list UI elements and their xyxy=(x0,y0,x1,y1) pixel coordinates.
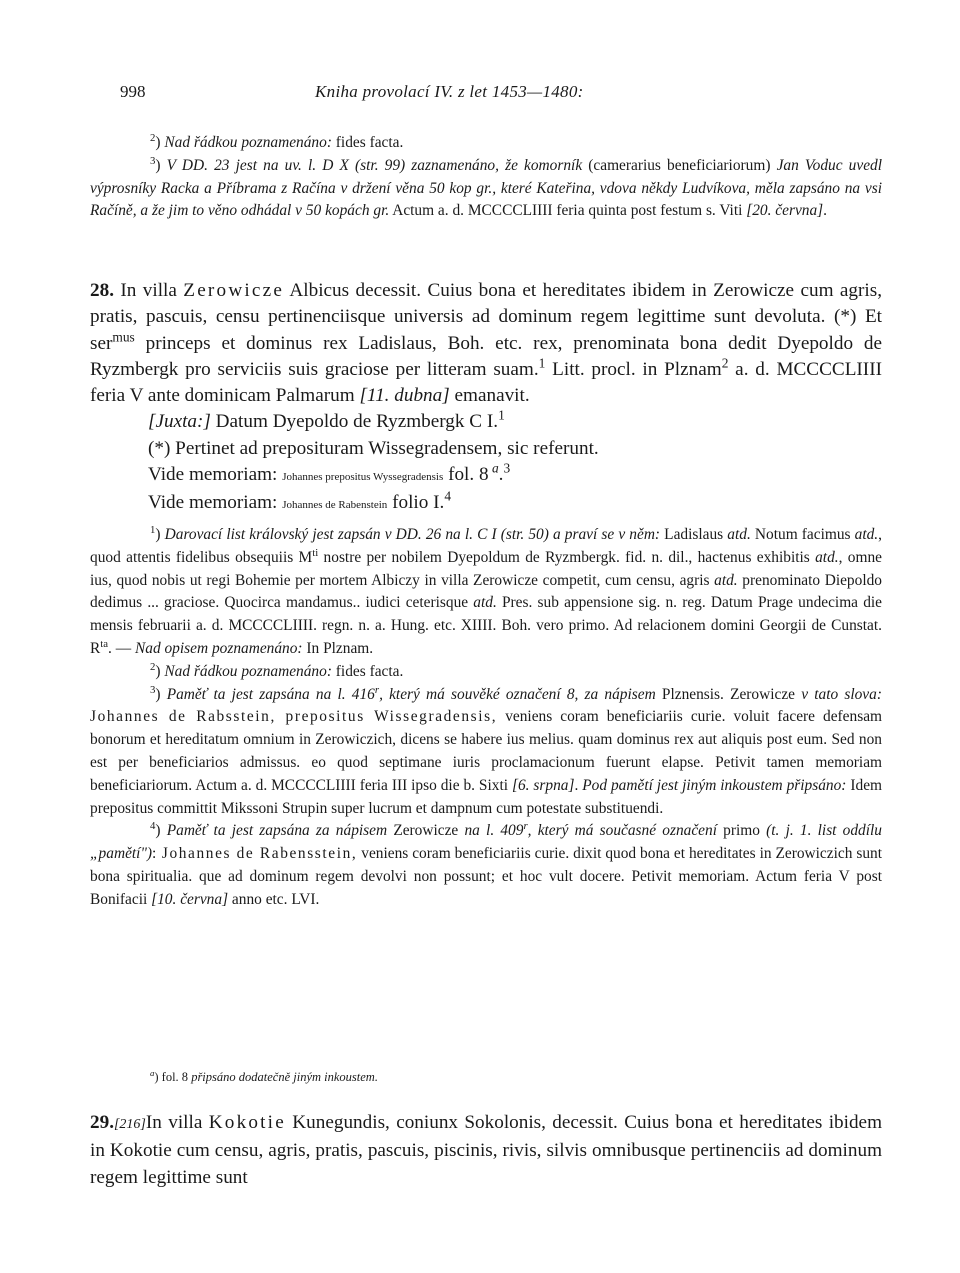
page-number: 998 xyxy=(120,82,146,101)
entry-28-juxta: [Juxta:] Datum Dyepoldo de Ryzmbergk C I.$^1$ xyxy=(148,408,505,433)
entry-29 xyxy=(90,1110,882,1191)
entry-28-pertinet: (*) Pertinet ad preposituram Wissegradensem, sic referunt. xyxy=(148,437,599,459)
entry-29-text: 29.[216]In villa Kokotie Kunegundis, coniunx Sokolonis, decessit. Cuius bona et hereditates ibidem in Kokotie cum censu, agris, pratis, pascuis, piscinis, rivis, silvis omnibusque pertinenciis ad dominum regem legittime sunt xyxy=(90,1112,882,1188)
footnote-3-top: $^3$) V DD. 23 jest na uv. l. D X (str. 99) zaznamenáno, že komorník (camerarius beneficiariorum) Jan Voduc uvedl výprosníky Racka a Příbrama z Račína v držení věna 50 kop gr., které Kateřina, vdova někdy Ludvíkova, měla zapsáno na vsi Račíně, a že jim to věno odhádal v 50 kopách gr. Actum a. d. MCCCCLIIII feria quinta post festum s. Viti [20. června]. xyxy=(90,154,882,220)
footnote-1: $^1$) Darovací list královský jest zapsán v DD. 26 na l. C I (str. 50) a praví se v něm: Ladislaus atd. Notum facimus atd., quod attentis fidelibus obsequiis $M^{ti}$ nostre per nobilem Dyepoldum de Ryzmbergk. fid. n. dil., hactenus exhibitis atd., omne ius, quod nobis ut regi Bohemie per mortem Albiczy in villa Zerowicze competit, cum censu, agris atd. prenominato Diepoldo dedimus ... graciose. Quocirca mandamus.. iudici ceterisque atd. Pres. sub appensione sig. n. reg. Datum Prage undecima die mensis februarii a. d. MCCCCLIIII. regn. n. a. Hung. etc. XIIII. Boh. vero primo. Ad relacionem domini Georgii de Cunstat. $R^{ta}$. — Nad opisem poznamenáno: In Plznam. xyxy=(90,523,882,657)
footnote-a: $^a$) fol. 8 připsáno dodatečně jiným inkoustem. xyxy=(150,1067,378,1084)
running-title: Kniha provolací IV. z let 1453—1480: xyxy=(315,82,584,101)
entry-number: 28. xyxy=(90,280,114,301)
footnote-2-top: $^2$) Nad řádkou poznamenáno: fides facta. xyxy=(150,131,404,151)
footnote-2: $^2$) Nad řádkou poznamenáno: fides facta. xyxy=(150,660,404,680)
entry-28-text: 28. In villa Zerowicze Albicus decessit. Cuius bona et hereditates ibidem in Zerowicze cum agris, pratis, pascuis, censu pertinenciisque universis ad dominum regem legittime sunt devoluta. (*) Et ser$^{mus}$ princeps et dominus rex Ladislaus, Boh. etc. rex, prenominata bona dedit Dyepoldo de Ryzmbergk pro serviciis suis graciose per litteram suam.$^1$ Litt. procl. in Plznam$^2$ a. d. MCCCCLIIII feria V ante dominicam Palmarum [11. dubna] emanavit. xyxy=(90,280,883,407)
footnote-3: $^3$) Paměť ta jest zapsána na l. 416$^r$, který má souvěké označení 8, za nápisem Plznensis. Zerowicze v tato slova: Johannes de Rabsstein, prepositus Wissegradensis, veniens coram beneficiariis curie. voluit facere defensam bonorum et hereditatum omnium in Zerowiczich, dicens se habere ius melius. quam dominus rex aut aliquis post eum. Sed non est per beneficiarios admissus. eo quod septimane iuris proclamacionum fuerunt elapse. Petivit tamen memoriam beneficiariorum. Actum a. d. MCCCCLIIII feria III ipso die b. Sixti [6. srpna]. Pod pamětí jest jiným inkoustem připsáno: Idem prepositus committit Mikssoni Strupin super lucrum et dampnum cum potestate substituendi. xyxy=(90,683,882,817)
entry-28-vide-1: Vide memoriam: Johannes prepositus Wyssegradensis fol. 8 $^a$.$^3$ xyxy=(148,460,511,486)
page-header xyxy=(120,82,882,104)
entry-28-vide-2: Vide memoriam: Johannes de Rabenstein folio I.$^4$ xyxy=(148,488,452,514)
footnotes-entry-28 xyxy=(90,524,882,912)
footnote-4: $^4$) Paměť ta jest zapsána za nápisem Zerowicze na l. 409$^r$, který má současné označení primo (t. j. 1. list oddílu „pamětí"): Johannes de Rabensstein, veniens coram beneficiariis curie. dixit quod bona et hereditates in Zerowiczich sunt bona spiritualia. que ad dominum regem devolvi non possunt; et hoc vult docere. Petivit memoriam. Actum feria V post Bonifacii [10. června] anno etc. LVI. xyxy=(90,820,882,908)
folio-reference: [216] xyxy=(113,1117,146,1132)
entry-number: 29. xyxy=(90,1112,114,1133)
entry-28 xyxy=(90,278,882,519)
footnotes-top xyxy=(90,132,882,223)
